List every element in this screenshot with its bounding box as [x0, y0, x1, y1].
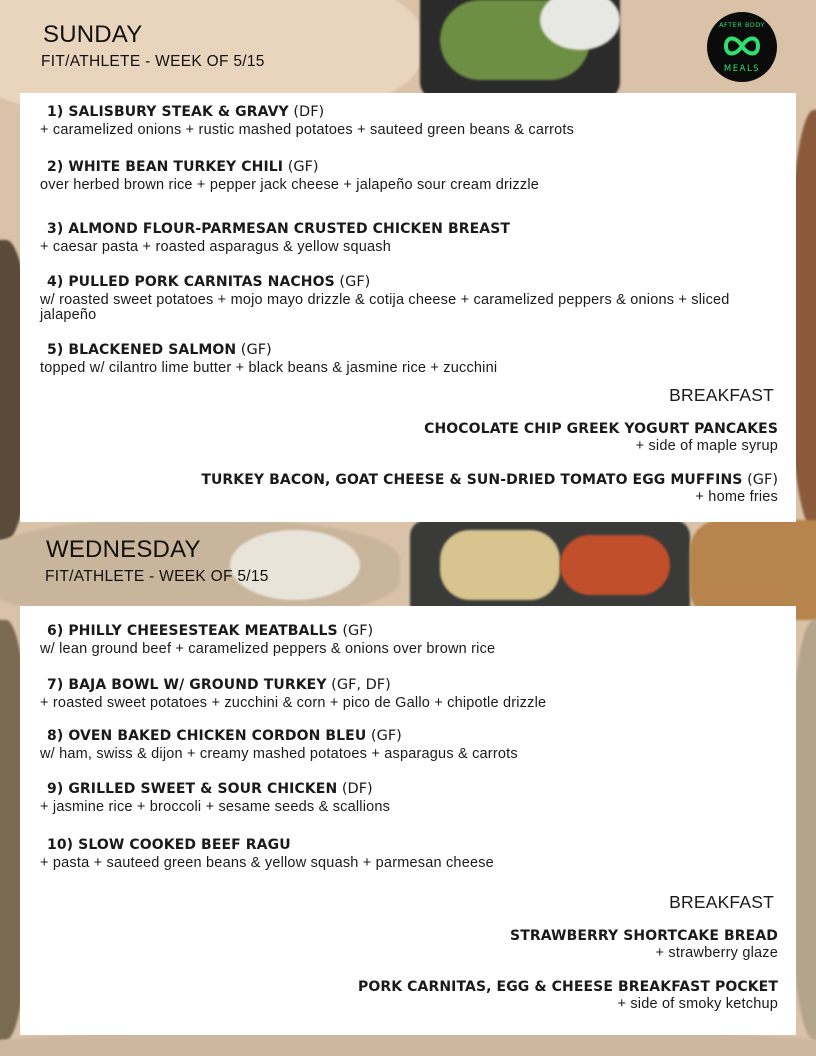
breakfast-heading: BREAKFAST: [669, 385, 774, 405]
menu-item-name: 4) PULLED PORK CARNITAS NACHOS: [47, 274, 335, 290]
menu-item-name: 3) ALMOND FLOUR-PARMESAN CRUSTED CHICKEN BREAST: [47, 221, 511, 237]
day-subtitle-sunday: FIT/ATHLETE - WEEK OF 5/15: [41, 53, 265, 70]
breakfast-item: [201, 469, 778, 505]
breakfast-item-name: PORK CARNITAS, EGG & CHEESE BREAKFAST POCKET: [358, 979, 778, 995]
after-body-meals-logo: [707, 12, 777, 82]
menu-item-name: 8) OVEN BAKED CHICKEN CORDON BLEU: [47, 728, 367, 744]
menu-item-tag: (GF): [366, 728, 402, 744]
menu-item-name: 5) BLACKENED SALMON: [47, 342, 237, 358]
breakfast-item-description: + strawberry glaze: [655, 945, 778, 961]
breakfast-item-name: STRAWBERRY SHORTCAKE BREAD: [510, 928, 778, 944]
menu-item-tag: (GF): [334, 274, 371, 290]
menu-item-description: + caramelized onions + rustic mashed potatoes + sauteed green beans & carrots: [40, 122, 575, 138]
breakfast-item-name: CHOCOLATE CHIP GREEK YOGURT PANCAKES: [424, 421, 778, 437]
menu-item-description: + pasta + sauteed green beans & yellow squash + parmesan cheese: [40, 855, 494, 871]
breakfast-item-description: + home fries: [695, 489, 778, 505]
menu-item-description: w/ lean ground beef + caramelized peppers & onions over brown rice: [40, 641, 496, 657]
menu-item-description: + jasmine rice + broccoli + sesame seeds & scallions: [40, 799, 391, 815]
breakfast-heading: BREAKFAST: [669, 892, 774, 912]
menu-item-name: 6) PHILLY CHEESESTEAK MEATBALLS: [47, 623, 338, 639]
infinity-icon: [722, 32, 762, 60]
menu-panel-sunday: [20, 93, 796, 522]
day-subtitle-wednesday: FIT/ATHLETE - WEEK OF 5/15: [45, 568, 269, 585]
menu-item: [40, 674, 780, 711]
breakfast-item-description: + side of maple syrup: [635, 438, 778, 454]
breakfast-item-name: TURKEY BACON, GOAT CHEESE & SUN-DRIED TOMATO EGG MUFFINS: [201, 472, 743, 488]
menu-item: [40, 339, 780, 376]
menu-item-description: w/ roasted sweet potatoes + mojo mayo drizzle & cotija cheese + caramelized peppers & onions + sliced jalapeño: [40, 292, 730, 323]
menu-item-name: 10) SLOW COOKED BEEF RAGU: [47, 837, 291, 853]
menu-item-description: + caesar pasta + roasted asparagus & yellow squash: [40, 239, 391, 255]
menu-item: [40, 218, 780, 255]
menu-item-description: topped w/ cilantro lime butter + black beans & jasmine rice + zucchini: [40, 360, 498, 376]
menu-item-tag: (GF): [337, 623, 374, 639]
menu-item: [40, 156, 780, 193]
breakfast-item: [424, 418, 778, 454]
menu-item-name: 9) GRILLED SWEET & SOUR CHICKEN: [47, 781, 338, 797]
logo-top-text: AFTER BODY: [719, 21, 765, 29]
breakfast-item: [510, 925, 778, 961]
menu-item: [40, 834, 780, 871]
logo-bottom-text: MEALS: [723, 64, 761, 74]
menu-item-tag: (GF, DF): [326, 677, 391, 693]
day-title-wednesday: WEDNESDAY: [46, 536, 201, 563]
menu-item-name: 7) BAJA BOWL W/ GROUND TURKEY: [47, 677, 327, 693]
day-title-sunday: SUNDAY: [43, 21, 143, 48]
menu-item: [40, 101, 780, 138]
menu-item: [40, 620, 780, 657]
menu-item-tag: (DF): [288, 104, 325, 120]
menu-item-tag: (GF): [236, 342, 272, 358]
menu-item-tag: (DF): [337, 781, 373, 797]
menu-item: [40, 271, 780, 323]
menu-item-tag: (GF): [283, 159, 319, 175]
breakfast-item: [358, 976, 778, 1012]
menu-item-description: over herbed brown rice + pepper jack cheese + jalapeño sour cream drizzle: [40, 177, 540, 193]
menu-panel-wednesday: [20, 606, 796, 1035]
menu-item-name: 1) SALISBURY STEAK & GRAVY: [47, 104, 289, 120]
menu-item-description: w/ ham, swiss & dijon + creamy mashed potatoes + asparagus & carrots: [40, 746, 518, 762]
menu-item-description: + roasted sweet potatoes + zucchini & corn + pico de Gallo + chipotle drizzle: [40, 695, 547, 711]
breakfast-item-tag: (GF): [742, 472, 778, 488]
menu-item: [40, 725, 780, 762]
breakfast-item-description: + side of smoky ketchup: [617, 996, 778, 1012]
menu-item-name: 2) WHITE BEAN TURKEY CHILI: [47, 159, 284, 175]
menu-item: [40, 778, 780, 815]
